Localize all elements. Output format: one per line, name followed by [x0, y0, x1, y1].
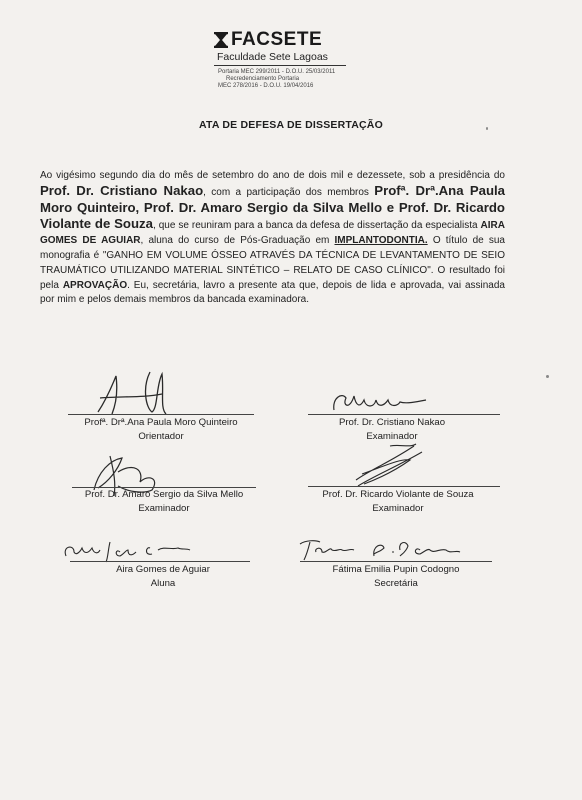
body-text: . Eu, secretária, lavro a presente ata que, depois de lida e aprovada, vai assinada por mim e pelos demais membros da bancada examinadora.	[40, 279, 505, 306]
signatory-role: Secretária	[374, 578, 418, 589]
facsete-emblem-icon	[214, 32, 228, 48]
body-text: , com a participação dos membros	[203, 186, 375, 198]
logo-meta-line: MEC 278/2016 - D.O.U. 19/04/2016	[218, 83, 314, 89]
signature-line	[308, 414, 500, 415]
body-text: , aluna do curso de Pós-Graduação em	[140, 235, 335, 247]
handwritten-signature	[350, 440, 440, 490]
body-text: Ao vigésimo segundo dia do mês de setembro do ano de dois mil e dezessete, sob a presidência do	[40, 170, 505, 181]
signatory-role: Examinador	[366, 431, 418, 442]
committee-members: Profª. Drª.Ana Paula Moro Quinteiro, Prof. Dr. Amaro Sergio da Silva Mello e Prof. Dr. Ricardo Violante de Souza	[40, 182, 506, 232]
signatory-role: Examinador	[138, 503, 190, 514]
signature-line	[70, 561, 250, 562]
scan-speck	[486, 127, 488, 130]
scan-speck	[546, 375, 549, 378]
signatory-role: Examinador	[372, 503, 424, 514]
signatory-name: Prof. Dr. Cristiano Nakao	[338, 417, 446, 428]
minutes-body	[40, 169, 505, 308]
signatory-name: Aira Gomes de Aguiar	[116, 564, 210, 575]
signature-line	[72, 487, 256, 488]
signatory-role: Aluna	[150, 578, 176, 589]
facsete-logo	[214, 30, 364, 92]
handwritten-signature	[92, 368, 202, 418]
logo-meta-line: Recredenciamento Portaria	[226, 76, 300, 82]
signature-line	[68, 414, 254, 415]
president-name: Prof. Dr. Cristiano Nakao	[40, 182, 204, 198]
student-name: AIRA GOMES DE AGUIAR	[40, 220, 505, 247]
logo-meta-line: Portaria MEC 299/2011 - D.O.U. 25/03/2011	[218, 69, 336, 75]
document-title: ATA DE DEFESA DE DISSERTAÇÃO	[199, 119, 383, 131]
signatory-name: Profª. Drª.Ana Paula Moro Quinteiro	[84, 417, 238, 428]
signatory-name: Fátima Emilia Pupin Codogno	[332, 564, 460, 575]
signatory-name: Prof. Dr. Ricardo Violante de Souza	[322, 489, 474, 500]
signatory-name: Prof. Dr. Amaro Sergio da Silva Mello	[84, 489, 244, 500]
logo-wordmark: FACSETE	[231, 29, 323, 50]
course-name: IMPLANTODONTIA.	[334, 235, 428, 247]
logo-subtitle: Faculdade Sete Lagoas	[217, 51, 328, 63]
signature-line	[308, 486, 500, 487]
body-text: O título de sua monografia é "GANHO EM VOLUME ÓSSEO ATRAVÉS DA TÉCNICA DE LEVANTAMENTO DE SEIO TRAUMÁTICO UTILIZANDO MATERIAL SINTÉTICO – RELATO DE CASO CLÍNICO". O resultado foi pela	[40, 235, 505, 291]
signatory-role: Orientador	[138, 431, 184, 442]
signature-line	[300, 561, 492, 562]
logo-divider	[214, 65, 346, 66]
body-text: , que se reuniram para a banca da defesa de dissertação da especialista	[152, 220, 481, 232]
handwritten-signature	[296, 536, 466, 564]
result: APROVAÇÃO	[62, 279, 128, 291]
